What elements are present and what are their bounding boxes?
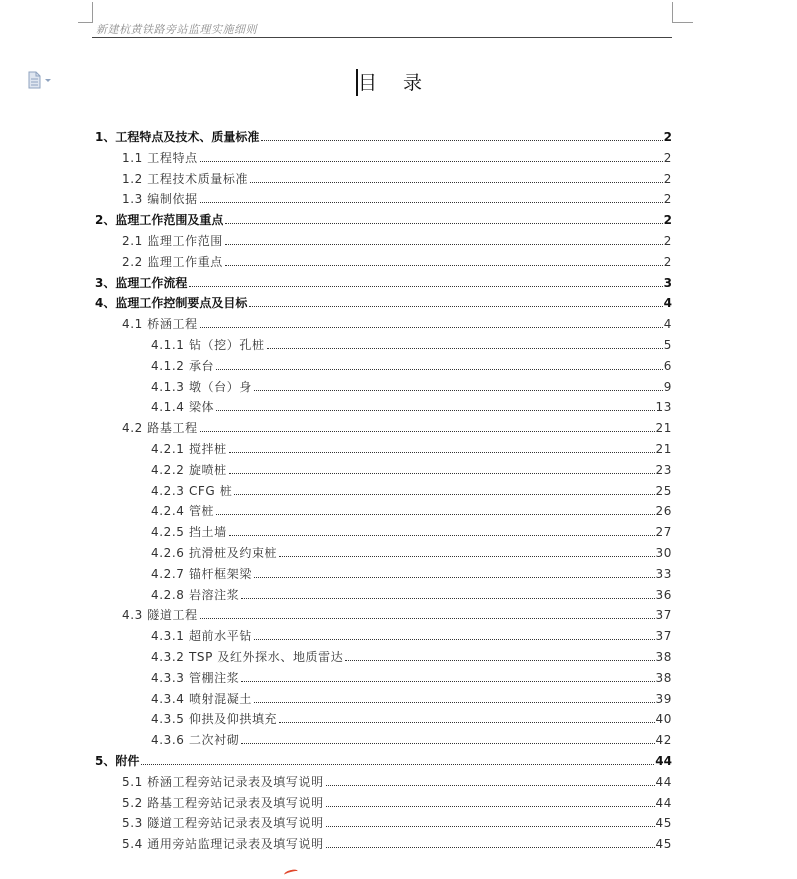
toc-entry[interactable] [151, 665, 672, 685]
toc-entry[interactable] [151, 332, 672, 352]
toc-page-number: 33 [655, 566, 672, 581]
toc-page-number: 44 [655, 774, 672, 789]
toc-entry[interactable] [151, 394, 672, 414]
toc-dot-leader [229, 452, 655, 453]
toc-entry-label: 4.2.1 搅拌桩 [151, 442, 227, 456]
document-options-icon[interactable] [27, 71, 53, 89]
toc-entry[interactable] [151, 436, 672, 456]
toc-entry-label: 4.3.2 TSP 及红外探水、地质雷达 [151, 650, 344, 664]
toc-entry-label: 4.1 桥涵工程 [122, 317, 198, 332]
toc-dot-leader [345, 660, 654, 661]
toc-page-number: 2 [663, 150, 672, 165]
toc-entry-label: 3、监理工作流程 [95, 275, 188, 290]
toc-entry[interactable] [151, 623, 672, 643]
toc-title: 目 录 [358, 72, 433, 94]
toc-entry-label: 4.3 隧道工程 [122, 608, 198, 623]
page-corner-mark-left [78, 2, 93, 23]
toc-entry-label: 1.2 工程技术质量标准 [122, 171, 249, 186]
toc-dot-leader [254, 577, 655, 578]
toc-entry[interactable] [151, 727, 672, 747]
toc-dot-leader [200, 431, 655, 432]
toc-entry[interactable] [151, 686, 672, 706]
toc-entry[interactable] [151, 374, 672, 394]
toc-entry-label: 5.2 路基工程旁站记录表及填写说明 [122, 795, 324, 810]
toc-entry-label: 5、附件 [95, 754, 140, 768]
toc-entry[interactable] [95, 290, 672, 310]
toc-page-number: 25 [655, 483, 672, 498]
toc-entry-label: 1.1 工程特点 [122, 150, 198, 165]
toc-dot-leader [241, 743, 654, 744]
toc-dot-leader [216, 514, 654, 515]
toc-entry-label: 1.3 编制依据 [122, 192, 198, 207]
toc-page-number: 2 [663, 254, 672, 269]
toc-page-number: 37 [655, 629, 672, 644]
toc-page-number: 3 [663, 275, 672, 290]
toc-entry-label: 5.1 桥涵工程旁站记录表及填写说明 [122, 774, 324, 789]
toc-dot-leader [141, 764, 654, 765]
toc-entry[interactable] [151, 457, 672, 477]
toc-entry[interactable] [151, 540, 672, 560]
toc-entry-label: 4.1.3 墩（台）身 [151, 379, 252, 394]
toc-page-number: 2 [663, 234, 672, 248]
toc-entry-label: 2、监理工作范围及重点 [95, 213, 224, 228]
toc-entry[interactable] [122, 790, 672, 810]
toc-entry-label: 4.2.3 CFG 桩 [151, 483, 233, 498]
toc-dot-leader [229, 473, 655, 474]
toc-page-number: 42 [655, 733, 672, 748]
toc-dot-leader [225, 223, 662, 224]
toc-entry-label: 2.1 监理工作范围 [122, 234, 223, 248]
toc-page-number: 2 [663, 130, 672, 144]
toc-dot-leader [326, 847, 655, 848]
toc-entry[interactable] [95, 207, 672, 227]
toc-entry-label: 4.2.7 锚杆框架梁 [151, 566, 252, 581]
toc-entry-label: 4.3.3 管棚注浆 [151, 670, 240, 685]
toc-dot-leader [200, 327, 663, 328]
toc-entry[interactable] [122, 249, 672, 269]
toc-page-number: 45 [655, 816, 672, 831]
toc-dot-leader [216, 410, 654, 411]
toc-page-number: 9 [663, 379, 672, 394]
toc-dot-leader [200, 618, 655, 619]
toc-dot-leader [254, 639, 655, 640]
toc-dot-leader [216, 369, 663, 370]
toc-page-number: 36 [655, 587, 672, 602]
toc-entry[interactable] [151, 561, 672, 581]
toc-entry[interactable] [122, 769, 672, 789]
toc-page-number: 4 [663, 296, 672, 311]
toc-entry[interactable] [122, 228, 672, 248]
toc-page-number: 39 [655, 691, 672, 706]
toc-dot-leader [234, 494, 654, 495]
toc-entry-label: 4.2.8 岩溶注浆 [151, 587, 240, 602]
toc-page-number: 44 [655, 754, 672, 768]
toc-entry-label: 4.3.5 仰拱及仰拱填充 [151, 712, 278, 727]
toc-page-number: 2 [663, 213, 672, 228]
toc-dot-leader [225, 265, 663, 266]
toc-dot-leader [189, 286, 662, 287]
toc-dot-leader [279, 722, 654, 723]
toc-dot-leader [229, 535, 655, 536]
toc-dot-leader [225, 244, 663, 245]
toc-page-number: 44 [655, 795, 672, 810]
toc-page-number: 21 [655, 421, 672, 436]
toc-entry-label: 1、工程特点及技术、质量标准 [95, 130, 260, 144]
toc-entry[interactable] [151, 498, 672, 518]
toc-dot-leader [326, 826, 655, 827]
toc-entry[interactable] [95, 124, 672, 144]
toc-page-number: 4 [663, 317, 672, 332]
toc-entry-label: 4.3.1 超前水平钻 [151, 629, 252, 644]
toc-dot-leader [326, 785, 655, 786]
toc-entry[interactable] [122, 810, 672, 830]
toc-dot-leader [241, 681, 654, 682]
toc-page-number: 5 [663, 338, 672, 352]
toc-page-number: 2 [663, 171, 672, 186]
toc-entry[interactable] [95, 270, 672, 290]
toc-entry[interactable] [151, 353, 672, 373]
toc-entry[interactable] [151, 706, 672, 726]
toc-page-number: 38 [655, 650, 672, 664]
toc-page-number: 27 [655, 525, 672, 540]
toc-page-number: 38 [655, 670, 672, 685]
toc-page-number: 13 [655, 400, 672, 415]
toc-page-number: 23 [655, 462, 672, 477]
toc-dot-leader [279, 556, 654, 557]
toc-page-number: 40 [655, 712, 672, 727]
toc-entry[interactable] [122, 415, 672, 435]
toc-page-number: 21 [655, 442, 672, 456]
page-corner-mark-right [672, 2, 693, 23]
page-edge-mark [283, 868, 298, 877]
toc-dot-leader [250, 182, 663, 183]
toc-dot-leader [200, 202, 663, 203]
toc-dot-leader [254, 702, 655, 703]
toc-entry[interactable] [122, 311, 672, 331]
toc-dot-leader [249, 306, 662, 307]
toc-entry[interactable] [122, 186, 672, 206]
toc-entry[interactable] [122, 166, 672, 186]
toc-page-number: 2 [663, 192, 672, 207]
toc-page-number: 30 [655, 546, 672, 560]
toc-entry-label: 2.2 监理工作重点 [122, 254, 223, 269]
running-header-title: 新建杭黄铁路旁站监理实施细则 [96, 23, 257, 36]
toc-dot-leader [241, 598, 654, 599]
toc-entry[interactable] [151, 478, 672, 498]
header-rule [92, 37, 672, 38]
toc-entry-label: 4.2.4 管桩 [151, 504, 215, 519]
toc-entry[interactable] [151, 582, 672, 602]
toc-dot-leader [261, 140, 662, 141]
toc-entry-label: 4.2 路基工程 [122, 421, 198, 436]
toc-page-number: 26 [655, 504, 672, 519]
toc-dot-leader [267, 348, 663, 349]
toc-entry[interactable] [122, 602, 672, 622]
toc-page-number: 37 [655, 608, 672, 623]
toc-entry-label: 4.3.4 喷射混凝土 [151, 691, 252, 706]
toc-entry-label: 4.1.2 承台 [151, 358, 215, 373]
toc-dot-leader [200, 161, 663, 162]
toc-entry-label: 4、监理工作控制要点及目标 [95, 296, 248, 311]
toc-entry[interactable] [122, 145, 672, 165]
toc-entry-label: 5.3 隧道工程旁站记录表及填写说明 [122, 816, 324, 831]
toc-entry-label: 4.3.6 二次衬砌 [151, 733, 240, 748]
toc-entry[interactable] [151, 644, 672, 664]
toc-entry-label: 4.2.2 旋喷桩 [151, 462, 227, 477]
toc-entry[interactable] [151, 519, 672, 539]
toc-entry-label: 4.2.6 抗滑桩及约束桩 [151, 546, 278, 560]
toc-entry-label: 5.4 通用旁站监理记录表及填写说明 [122, 837, 324, 852]
toc-entry-label: 4.1.1 钻（挖）孔桩 [151, 338, 265, 352]
toc-dot-leader [254, 390, 663, 391]
toc-dot-leader [326, 806, 655, 807]
toc-page-number: 6 [663, 358, 672, 373]
toc-entry-label: 4.1.4 梁体 [151, 400, 215, 415]
toc-page-number: 45 [655, 837, 672, 852]
toc-entry[interactable] [122, 831, 672, 851]
toc-entry[interactable] [95, 748, 672, 768]
toc-entry-label: 4.2.5 挡土墙 [151, 525, 227, 540]
